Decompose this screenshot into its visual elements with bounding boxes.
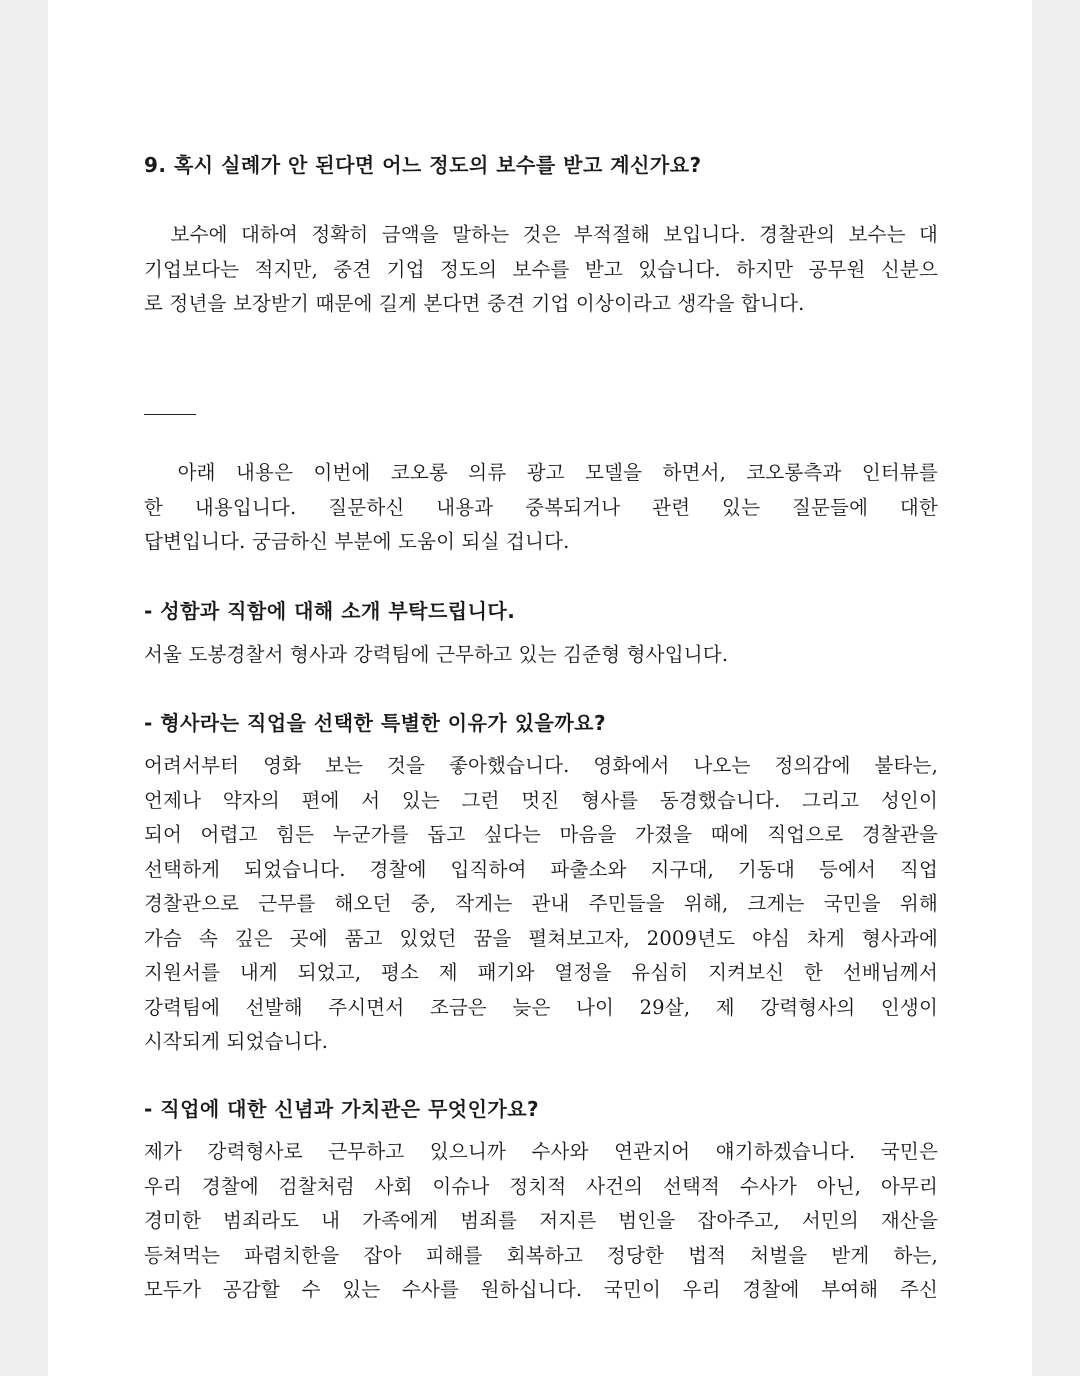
answer-line: 가슴 속 깊은 곳에 품고 있었던 꿈을 펼쳐보고자, 2009년도 야심 차게 형사과에 [144, 926, 938, 950]
answer-line: 되어 어렵고 힘든 누군가를 돕고 싶다는 마음을 가졌을 때에 직업으로 경찰관을 [144, 823, 938, 846]
intro-line: 한 내용입니다. 질문하신 내용과 중복되거나 관련 있는 질문들에 대한 [144, 495, 938, 519]
answer-line: 강력팀에 선발해 주시면서 조금은 늦은 나이 29살, 제 강력형사의 인생이 [144, 995, 938, 1019]
answer-line: 모두가 공감할 수 있는 수사를 원하십니다. 국민이 우리 경찰에 부여해 주신 [144, 1278, 938, 1301]
question-9-heading: 9. 혹시 실례가 안 된다면 어느 정도의 보수를 받고 계신가요? [144, 153, 702, 177]
intro-paragraph [144, 456, 938, 560]
interview-question-2: - 형사라는 직업을 선택한 특별한 이유가 있을까요? [144, 711, 607, 735]
answer-line: 로 정년을 보장받기 때문에 길게 본다면 중견 기업 이상이라고 생각을 합니다. [144, 292, 805, 315]
intro-line: 답변입니다. 궁금하신 부분에 도움이 되실 겁니다. [144, 530, 570, 553]
answer-line: 제가 강력형사로 근무하고 있으니까 수사와 연관지어 얘기하겠습니다. 국민은 [144, 1140, 938, 1163]
answer-line: 경찰관으로 근무를 해오던 중, 작게는 관내 주민들을 위해, 크게는 국민을 위해 [144, 892, 938, 915]
answer-line: 등쳐먹는 파렴치한을 잡아 피해를 회복하고 정당한 법적 처벌을 받게 하는, [144, 1243, 938, 1267]
answer-line: 우리 경찰에 검찰처럼 사회 이슈나 정치적 사건의 선택적 수사가 아닌, 아무리 [144, 1174, 938, 1198]
document-page [48, 0, 1032, 1376]
interview-answer-1 [144, 638, 938, 673]
answer-line: 어려서부터 영화 보는 것을 좋아했습니다. 영화에서 나오는 정의감에 불타는, [144, 754, 938, 777]
answer-line: 보수에 대하여 정확히 금액을 말하는 것은 부적절해 보입니다. 경찰관의 보수는 대 [144, 223, 938, 246]
interview-question-3: - 직업에 대한 신념과 가치관은 무엇인가요? [144, 1097, 540, 1121]
section-divider [144, 414, 196, 415]
answer-line: 언제나 약자의 편에 서 있는 그런 멋진 형사를 동경했습니다. 그리고 성인이 [144, 788, 938, 812]
intro-line: 아래 내용은 이번에 코오롱 의류 광고 모델을 하면서, 코오롱측과 인터뷰를 [144, 461, 938, 484]
question-9-answer [144, 218, 938, 322]
answer-line: 서울 도봉경찰서 형사과 강력팀에 근무하고 있는 김준형 형사입니다. [144, 643, 729, 666]
answer-line: 시작되게 되었습니다. [144, 1030, 329, 1053]
answer-line: 선택하게 되었습니다. 경찰에 입직하여 파출소와 지구대, 기동대 등에서 직업 [144, 857, 938, 881]
interview-question-1: - 성함과 직함에 대해 소개 부탁드립니다. [144, 599, 516, 623]
interview-answer-2 [144, 749, 938, 1060]
answer-line: 지원서를 내게 되었고, 평소 제 패기와 열정을 유심히 지켜보신 한 선배님께서 [144, 961, 938, 984]
answer-line: 기업보다는 적지만, 중견 기업 정도의 보수를 받고 있습니다. 하지만 공무원 신분으 [144, 257, 938, 281]
interview-answer-3 [144, 1135, 938, 1308]
answer-line: 경미한 범죄라도 내 가족에게 범죄를 저지른 범인을 잡아주고, 서민의 재산을 [144, 1209, 938, 1232]
